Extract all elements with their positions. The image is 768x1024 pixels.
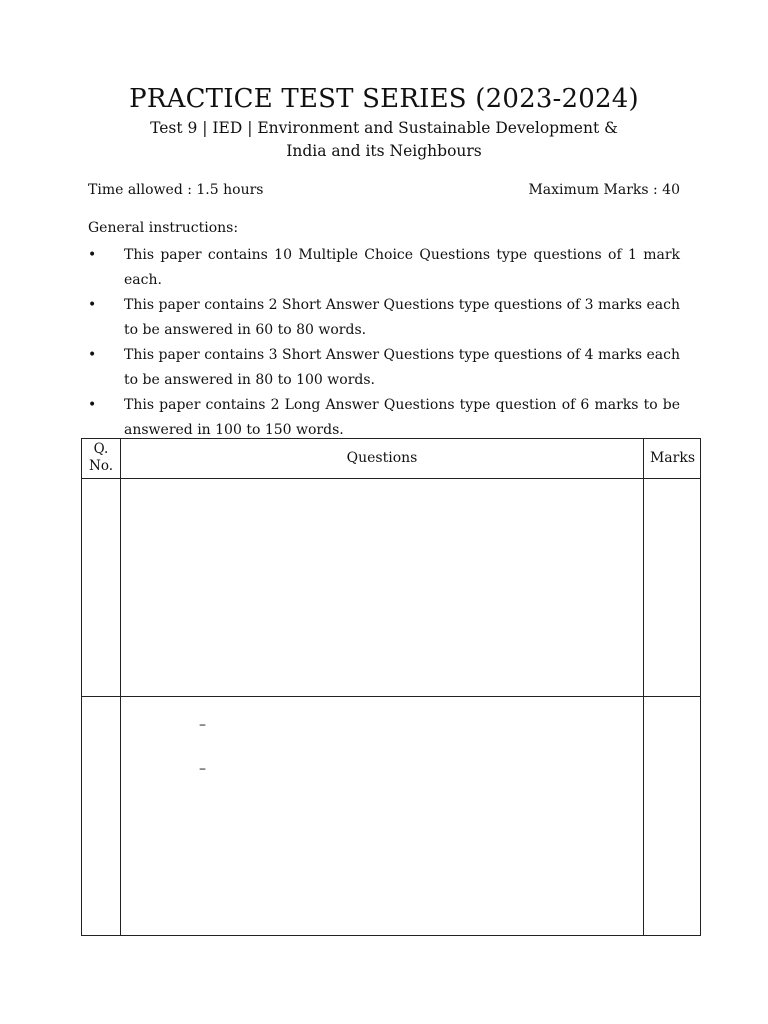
bullet-icon: • <box>88 247 97 263</box>
test-subtitle-line1: Test 9 | IED | Environment and Sustainable Development & <box>150 119 618 137</box>
instructions-heading: General instructions: <box>88 220 239 236</box>
instruction-text: This paper contains 10 Multiple Choice Questions type questions of 1 mark each. <box>124 247 680 288</box>
table-divider <box>643 439 644 935</box>
header-qno-line1: Q. <box>93 441 109 457</box>
instruction-text: This paper contains 2 Long Answer Questions type question of 6 marks to be answered in 100 to 150 words. <box>124 397 680 438</box>
instruction-text: This paper contains 2 Short Answer Questions type questions of 3 marks each to be answered in 60 to 80 words. <box>124 297 680 338</box>
instruction-text: This paper contains 3 Short Answer Questions type questions of 4 marks each to be answered in 80 to 100 words. <box>124 347 680 388</box>
questions-table <box>81 438 701 936</box>
bullet-icon: • <box>88 347 97 363</box>
instruction-item <box>88 293 680 343</box>
time-allowed: Time allowed : 1.5 hours <box>88 182 264 198</box>
instructions-list <box>88 243 680 443</box>
table-divider <box>82 696 700 697</box>
header-qno <box>82 441 120 475</box>
table-divider <box>120 439 121 935</box>
bullet-icon: • <box>88 397 97 413</box>
dash-mark: – <box>199 717 206 733</box>
test-subtitle-line2: India and its Neighbours <box>286 142 482 160</box>
instruction-item <box>88 393 680 443</box>
instruction-item <box>88 243 680 293</box>
dash-mark: – <box>199 761 206 777</box>
header-marks: Marks <box>649 450 696 466</box>
maximum-marks: Maximum Marks : 40 <box>528 182 680 198</box>
page-title: PRACTICE TEST SERIES (2023-2024) <box>129 84 639 114</box>
table-divider <box>82 478 700 479</box>
header-questions: Questions <box>346 450 418 466</box>
bullet-icon: • <box>88 297 97 313</box>
instruction-item <box>88 343 680 393</box>
header-qno-line2: No. <box>89 458 113 474</box>
